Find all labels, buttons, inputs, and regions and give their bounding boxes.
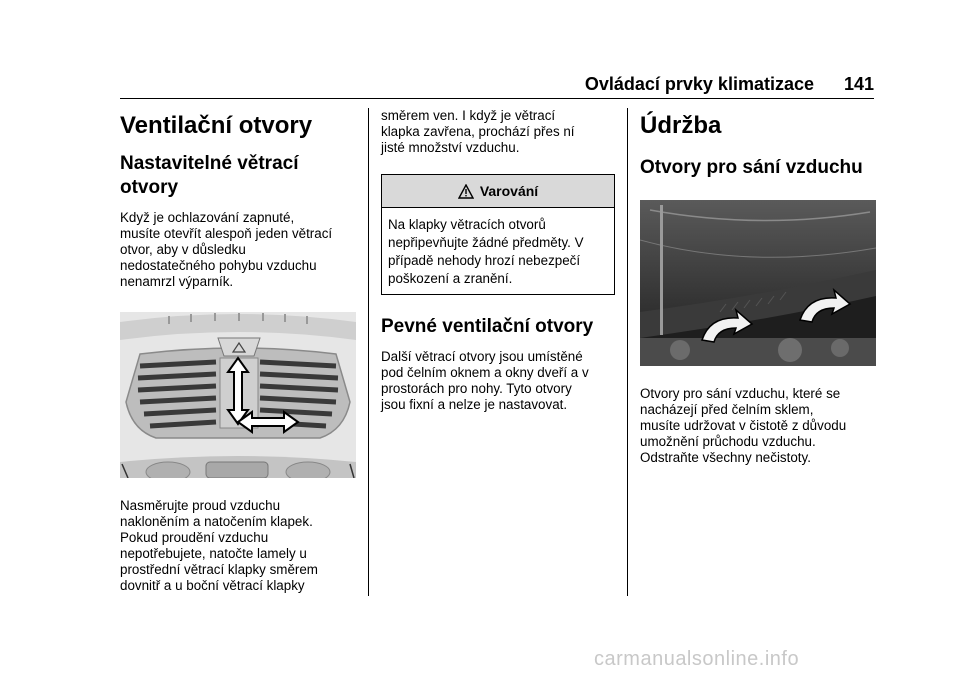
watermark: carmanualsonline.info <box>594 648 800 670</box>
air-intake-photo <box>640 200 876 366</box>
warning-triangle-icon <box>458 184 474 199</box>
paragraph-direct-air: Nasměrujte proud vzduchu nakloněním a natočením klapek. Pokud proudění vzduchu nepotřebujete, natočte lamely u prostřední větrací klapky směrem dovnitř a u boční větrací klapky <box>120 498 318 593</box>
subheading-adjustable-vents: Nastavitelné větrací otvory <box>120 153 299 198</box>
column-1 <box>120 108 356 594</box>
subheading-fixed-vents: Pevné ventilační otvory <box>381 316 594 337</box>
section-heading-maintenance: Údržba <box>640 112 722 139</box>
column-2 <box>381 108 615 413</box>
paragraph-continued: směrem ven. I když je větrací klapka zavřena, prochází přes ní jisté množství vzduchu. <box>381 108 575 155</box>
warning-box <box>381 174 615 295</box>
warning-title: Varování <box>479 183 539 199</box>
warning-text: Na klapky větracích otvorů nepřipevňujte žádné předměty. V případě nehody hrozí nebezpečí poškození a zranění. <box>388 217 584 286</box>
warning-header <box>382 175 614 208</box>
paragraph-air-intake: Otvory pro sání vzduchu, které se nacházejí před čelním sklem, musíte udržovat v čistotě z důvodu umožnění průchodu vzduchu. Odstraňte všechny nečistoty. <box>640 386 847 465</box>
paragraph-fixed-vents: Další větrací otvory jsou umístěné pod čelním oknem a okny dveří a v prostorách pro nohy. Tyto otvory jsou fixní a nelze je nastavovat. <box>381 349 589 412</box>
section-heading-vents: Ventilační otvory <box>120 112 313 139</box>
column-divider-1 <box>368 108 369 596</box>
header-rule <box>120 98 874 99</box>
paragraph-cooling: Když je ochlazování zapnuté, musíte otevřít alespoň jeden větrací otvor, aby v důsledku nedostatečného pohybu vzduchu nenamrzl výparník. <box>120 210 333 289</box>
page-number: 141 <box>843 74 874 94</box>
vent-illustration <box>120 312 356 478</box>
column-3 <box>640 108 876 466</box>
subheading-air-intake: Otvory pro sání vzduchu <box>640 157 863 178</box>
column-divider-2 <box>627 108 628 596</box>
header-title: Ovládací prvky klimatizace <box>584 74 814 94</box>
